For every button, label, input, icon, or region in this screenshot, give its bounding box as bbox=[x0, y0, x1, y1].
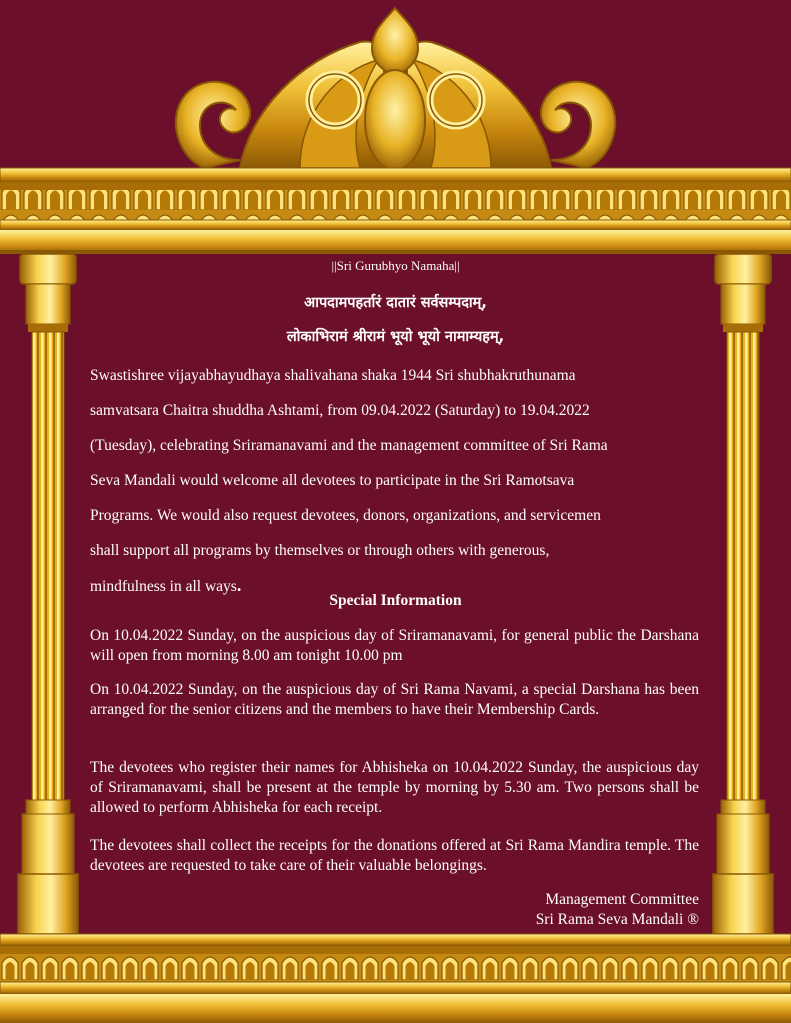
intro-paragraph bbox=[90, 358, 702, 604]
intro-line: Swastishree vijayabhayudhaya shalivahana shaka 1944 Sri shubhakruthunama bbox=[90, 367, 576, 384]
special-information-heading: Special Information bbox=[329, 592, 462, 609]
special-info-paragraph: The devotees shall collect the receipts for the donations offered at Sri Rama Mandira temple. The devotees are requested to take care of their valuable belongings. bbox=[90, 837, 699, 874]
intro-line: Programs. We would also request devotees, donors, organizations, and servicemen bbox=[90, 507, 601, 524]
shloka-line-2: लोकाभिरामं श्रीरामं भूयो भूयो नामाम्यहम्, bbox=[286, 329, 505, 345]
special-info-paragraph: The devotees who register their names for Abhisheka on 10.04.2022 Sunday, the auspicious day of Sriramanavami, shall be present at the temple by morning by 5.30 am. Two persons shall be allowed to perform Abhisheka for each receipt. bbox=[90, 759, 699, 816]
special-info-paragraph: On 10.04.2022 Sunday, on the auspicious day of Sri Rama Navami, a special Darshana has been arranged for the senior citizens and the members to have their Membership Cards. bbox=[90, 681, 699, 718]
intro-line: shall support all programs by themselves or through others with generous, bbox=[90, 542, 550, 559]
intro-line: samvatsara Chaitra shuddha Ashtami, from 09.04.2022 (Saturday) to 19.04.2022 bbox=[90, 402, 590, 419]
signature-committee: Management Committee bbox=[545, 891, 699, 908]
signature-organization: Sri Rama Seva Mandali ® bbox=[535, 911, 699, 928]
intro-line: mindfulness in all ways bbox=[90, 578, 237, 595]
invocation-line: ||Sri Gurubhyo Namaha|| bbox=[331, 258, 460, 273]
intro-line: (Tuesday), celebrating Sriramanavami and the management committee of Sri Rama bbox=[90, 437, 608, 454]
intro-end-mark: . bbox=[236, 575, 242, 595]
shloka-line-1: आपदामपहर्तारं दातारं सर्वसम्पदाम्, bbox=[304, 295, 487, 311]
special-info-paragraph: On 10.04.2022 Sunday, on the auspicious day of Sriramanavami, for general public the Darshana will open from morning 8.00 am tonight 10.00 pm bbox=[90, 627, 699, 664]
intro-line: Seva Mandali would welcome all devotees to participate in the Sri Ramotsava bbox=[90, 472, 575, 489]
